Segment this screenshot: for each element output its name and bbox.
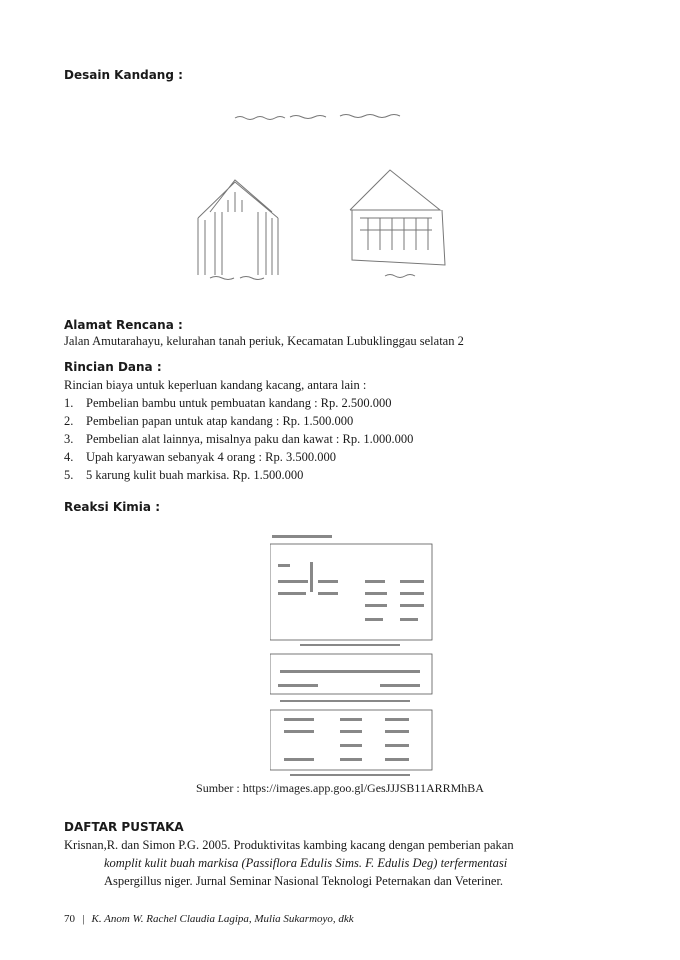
cage-sketch-image	[180, 100, 480, 300]
page-number: 70	[64, 913, 75, 925]
list-item: 2. Pembelian papan untuk atap kandang : Rp. 1.500.000	[64, 414, 354, 428]
reference-line: Krisnan,R. dan Simon P.G. 2005. Produktivitas kambing kacang dengan pemberian pakan	[64, 838, 514, 852]
footer-authors: K. Anom W. Rachel Claudia Lagipa, Mulia Sukarmoyo, dkk	[91, 913, 354, 925]
list-item: 5. 5 karung kulit buah markisa. Rp. 1.500.000	[64, 468, 304, 482]
reference-line: Aspergillus niger. Jurnal Seminar Nasional Teknologi Peternakan dan Veteriner.	[104, 874, 504, 888]
reference-line: komplit kulit buah markisa (Passiflora Edulis Sims. F. Edulis Deg) terfermentasi	[104, 856, 508, 870]
reaksi-heading: Reaksi Kimia :	[64, 500, 160, 514]
daftar-pustaka-heading: DAFTAR PUSTAKA	[64, 820, 184, 834]
alamat-heading: Alamat Rencana :	[64, 318, 183, 332]
reference-entry	[64, 836, 616, 890]
list-item: 1. Pembelian bambu untuk pembuatan kandang : Rp. 2.500.000	[64, 396, 392, 410]
rincian-intro: Rincian biaya untuk keperluan kandang kacang, antara lain :	[64, 378, 367, 392]
desain-heading: Desain Kandang :	[64, 68, 183, 82]
rincian-heading: Rincian Dana :	[64, 360, 162, 374]
page-footer: 70 | K. Anom W. Rachel Claudia Lagipa, Mulia Sukarmoyo, dkk	[64, 913, 354, 925]
chemical-reaction-image	[270, 532, 436, 780]
alamat-text: Jalan Amutarahayu, kelurahan tanah periuk, Kecamatan Lubuklinggau selatan 2	[64, 334, 464, 348]
list-item: 4. Upah karyawan sebanyak 4 orang : Rp. 3.500.000	[64, 450, 336, 464]
list-item: 3. Pembelian alat lainnya, misalnya paku dan kawat : Rp. 1.000.000	[64, 432, 414, 446]
image-source: Sumber : https://images.app.goo.gl/GesJJJSB11ARRMhBA	[196, 781, 484, 795]
